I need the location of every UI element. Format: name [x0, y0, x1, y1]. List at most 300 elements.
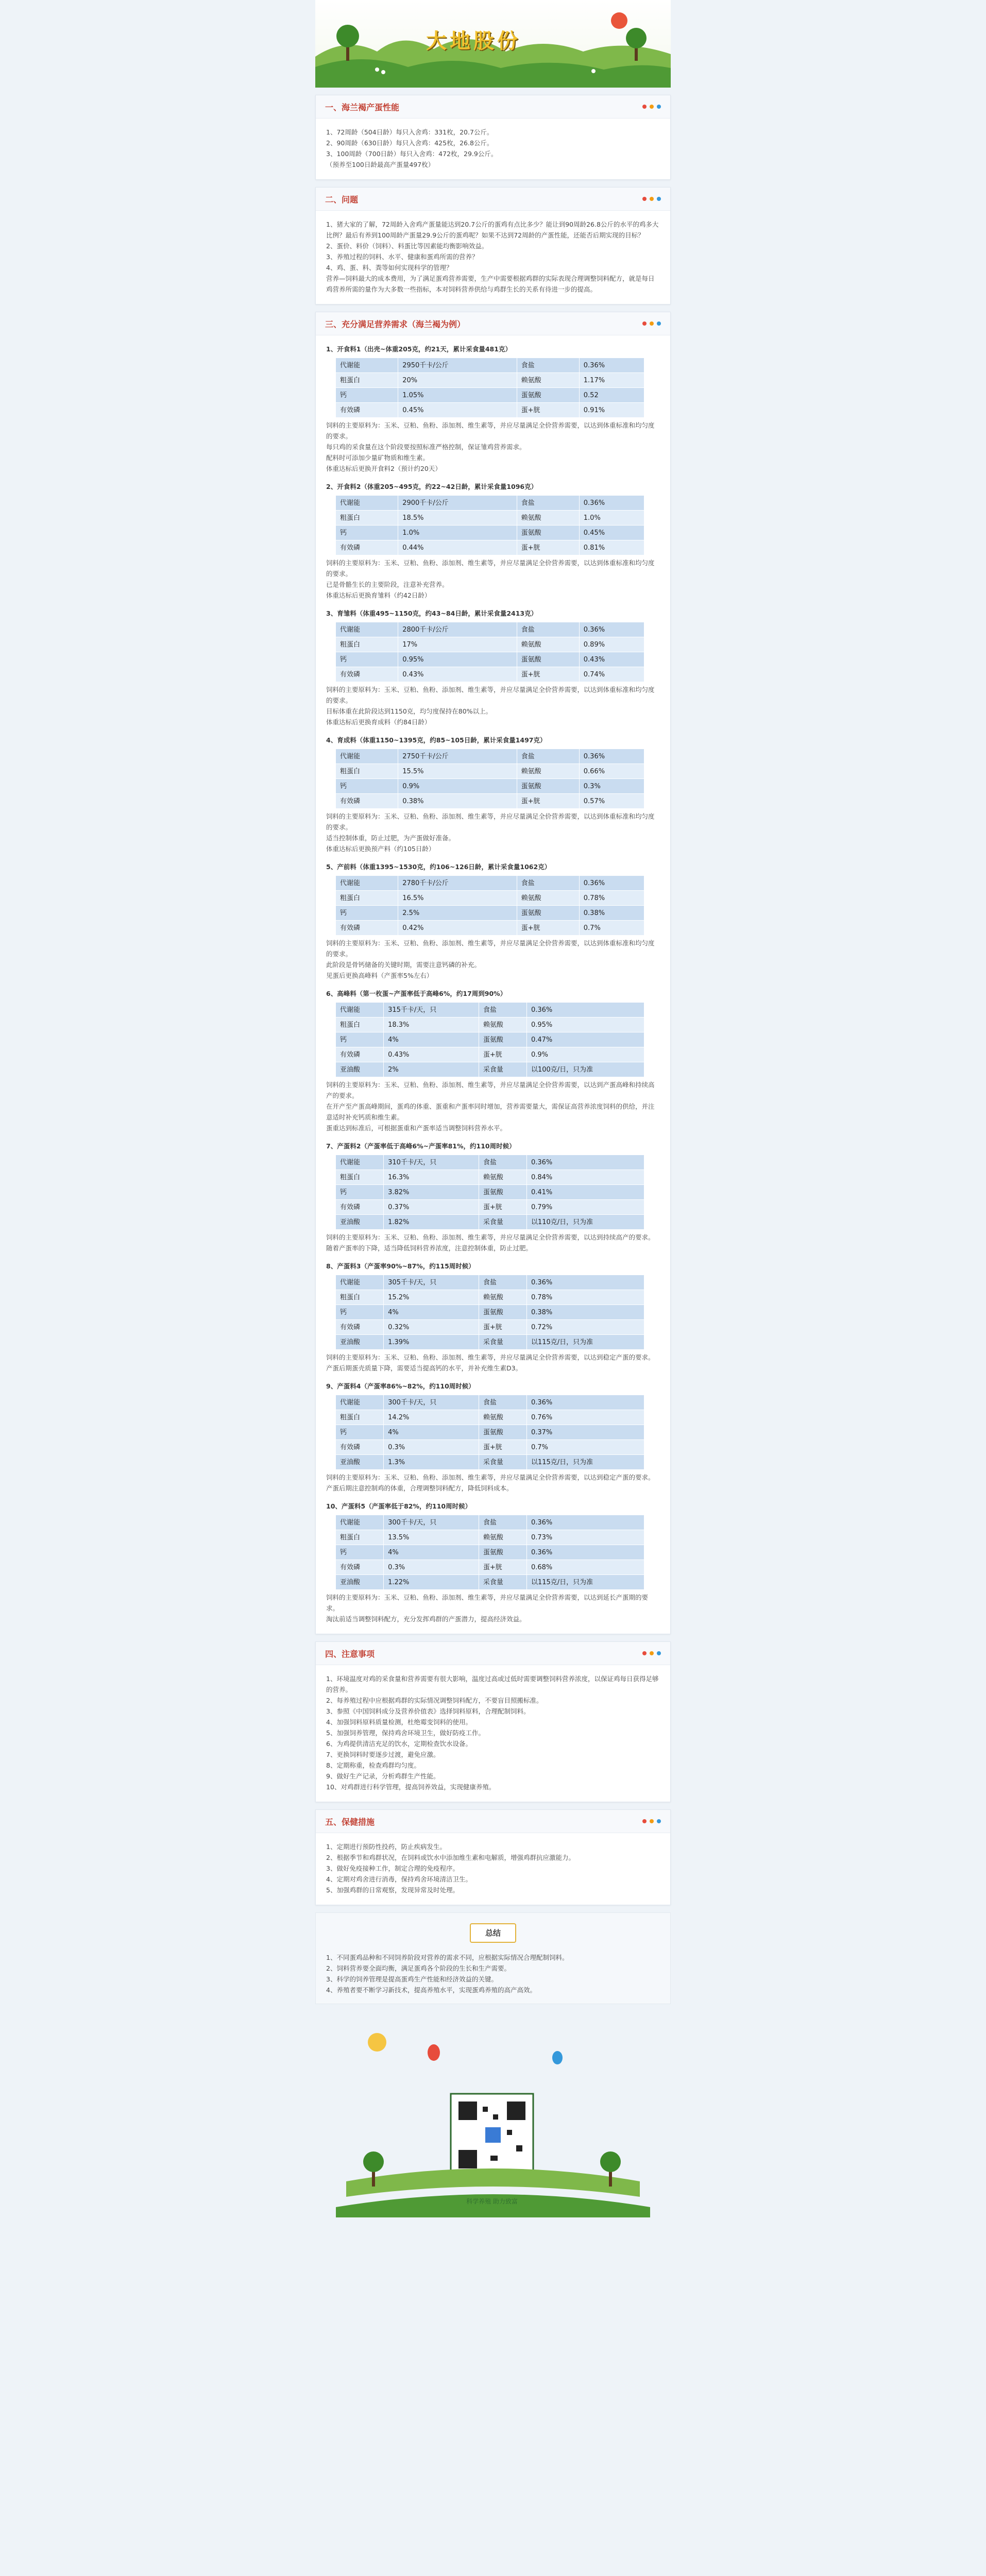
table-row — [336, 1560, 644, 1575]
table-cell: 食盐 — [517, 876, 579, 891]
table-row — [336, 1200, 644, 1215]
table-cell: 4% — [384, 1305, 479, 1320]
stage-note: 饲料的主要原料为：玉米、豆粕、鱼粉、添加剂、维生素等，并应尽量满足全价营养需要，以达到体重标准和均匀度的要求。 — [326, 686, 655, 704]
table-cell: 赖氨酸 — [517, 511, 579, 526]
table-cell: 采食量 — [479, 1575, 526, 1590]
table-cell: 0.84% — [526, 1170, 644, 1185]
table-row — [336, 622, 644, 637]
table-row — [336, 1003, 644, 1018]
table-row — [336, 1290, 644, 1305]
stage-note: 饲料的主要原料为：玉米、豆粕、鱼粉、添加剂、维生素等，并应尽量满足全价营养需要，以达到稳定产蛋的要求。 — [326, 1473, 655, 1481]
table-row — [336, 1425, 644, 1440]
section-dots — [642, 321, 661, 326]
paragraph: 3、养殖过程的饲料、水平、健康和蛋鸡所需的营养？ — [326, 253, 479, 261]
table-row — [336, 749, 644, 764]
stage-heading: 2、开食料2（体重205~495克，约22~42日龄，累计采食量1096克） — [326, 483, 538, 490]
table-cell: 1.39% — [384, 1335, 479, 1350]
stage-note: 目标体重在此阶段达到1150克，均匀度保持在80%以上。 — [326, 707, 492, 715]
table-cell: 代谢能 — [336, 358, 398, 373]
stage-note: 在开产至产蛋高峰期间，蛋鸡的体重、蛋重和产蛋率同时增加，营养需要量大，需保证高营养浓度饲料的供给，并注意适时补充钙质和维生素。 — [326, 1103, 655, 1121]
paragraph: 2、饲料营养要全面均衡，满足蛋鸡各个阶段的生长和生产需要。 — [326, 1964, 511, 1972]
balloon-icon — [552, 2051, 563, 2064]
section-title: 二、问题 — [325, 194, 359, 205]
table-cell: 0.43% — [579, 652, 644, 667]
section-dots — [642, 1651, 661, 1655]
table-cell: 有效磷 — [336, 403, 398, 418]
table-cell: 蛋+胱 — [517, 667, 579, 682]
table-cell: 2750千卡/公斤 — [398, 749, 517, 764]
table-cell: 赖氨酸 — [479, 1018, 526, 1032]
nutrition-table — [335, 1275, 644, 1350]
table-row — [336, 1062, 644, 1077]
table-cell: 有效磷 — [336, 1440, 384, 1455]
summary-label: 总结 — [470, 1923, 516, 1943]
table-cell: 0.3% — [384, 1440, 479, 1455]
table-cell: 代谢能 — [336, 1003, 384, 1018]
nutrition-table — [335, 1515, 644, 1590]
table-cell: 0.73% — [526, 1530, 644, 1545]
nutrition-table — [335, 622, 644, 682]
table-cell: 2.5% — [398, 906, 517, 921]
table-cell: 赖氨酸 — [517, 637, 579, 652]
table-row — [336, 1185, 644, 1200]
table-row — [336, 906, 644, 921]
table-cell: 0.74% — [579, 667, 644, 682]
section-body — [316, 211, 670, 304]
dot-icon — [657, 197, 661, 201]
table-cell: 代谢能 — [336, 876, 398, 891]
table-cell: 蛋+胱 — [517, 794, 579, 809]
dot-icon — [657, 1651, 661, 1655]
stage-note: 淘汰前适当调整饲料配方，充分发挥鸡群的产蛋潜力，提高经济效益。 — [326, 1615, 526, 1623]
table-row — [336, 1575, 644, 1590]
table-cell: 蛋氨酸 — [479, 1185, 526, 1200]
paragraph: 5、加强饲养管理，保持鸡舍环境卫生，做好防疫工作。 — [326, 1729, 485, 1737]
table-row — [336, 1455, 644, 1470]
table-cell: 食盐 — [479, 1515, 526, 1530]
section-header — [316, 312, 670, 335]
table-cell: 0.47% — [526, 1032, 644, 1047]
table-cell: 0.36% — [526, 1545, 644, 1560]
table-cell: 18.3% — [384, 1018, 479, 1032]
dot-icon — [642, 197, 647, 201]
section-title: 五、保健措施 — [325, 1817, 375, 1827]
table-row — [336, 667, 644, 682]
stage-heading: 4、育成料（体重1150~1395克，约85~105日龄，累计采食量1497克） — [326, 736, 547, 744]
footer-graphic — [315, 2011, 671, 2228]
table-cell: 亚油酸 — [336, 1455, 384, 1470]
table-cell: 305千卡/天，只 — [384, 1275, 479, 1290]
table-cell: 赖氨酸 — [479, 1530, 526, 1545]
banner-title: 大地股份 — [426, 29, 521, 53]
table-cell: 食盐 — [517, 749, 579, 764]
table-cell: 2% — [384, 1062, 479, 1077]
stage-note: 随着产蛋率的下降，适当降低饲料营养浓度，注意控制体重，防止过肥。 — [326, 1244, 533, 1252]
table-cell: 粗蛋白 — [336, 891, 398, 906]
table-cell: 钙 — [336, 1032, 384, 1047]
table-cell: 有效磷 — [336, 1200, 384, 1215]
stage-heading: 9、产蛋料4（产蛋率86%~82%，约110周时候） — [326, 1382, 475, 1390]
summary-body — [326, 1952, 660, 1995]
table-cell: 以115克/日，只为准 — [526, 1575, 644, 1590]
table-cell: 15.2% — [384, 1290, 479, 1305]
table-cell: 0.36% — [526, 1515, 644, 1530]
stage-note: 饲料的主要原料为：玉米、豆粕、鱼粉、添加剂、维生素等，并应尽量满足全价营养需要，以达到体重标准和均匀度的要求。 — [326, 421, 655, 440]
table-cell: 蛋+胱 — [479, 1200, 526, 1215]
table-cell: 0.38% — [398, 794, 517, 809]
header-banner — [315, 0, 671, 88]
table-cell: 0.57% — [579, 794, 644, 809]
table-cell: 0.89% — [579, 637, 644, 652]
table-cell: 代谢能 — [336, 1515, 384, 1530]
table-cell: 300千卡/天，只 — [384, 1395, 479, 1410]
dot-icon — [657, 321, 661, 326]
table-cell: 0.36% — [579, 358, 644, 373]
paragraph: 4、定期对鸡舍进行消毒，保持鸡舍环境清洁卫生。 — [326, 1875, 472, 1883]
stage-note: 已是骨骼生长的主要阶段，注意补充营养。 — [326, 581, 449, 588]
table-cell: 1.22% — [384, 1575, 479, 1590]
table-cell: 钙 — [336, 1545, 384, 1560]
summary-section — [315, 1912, 671, 2004]
table-cell: 蛋氨酸 — [479, 1545, 526, 1560]
table-cell: 蛋+胱 — [479, 1560, 526, 1575]
table-cell: 食盐 — [479, 1395, 526, 1410]
table-cell: 粗蛋白 — [336, 1530, 384, 1545]
table-cell: 2950千卡/公斤 — [398, 358, 517, 373]
stage-heading: 5、产前料（体重1395~1530克，约106~126日龄，累计采食量1062克） — [326, 863, 551, 871]
paragraph: 4、加强饲料原料质量检测，杜绝霉变饲料的使用。 — [326, 1718, 472, 1726]
dot-icon — [650, 197, 654, 201]
table-cell: 赖氨酸 — [517, 891, 579, 906]
table-cell: 蛋氨酸 — [517, 652, 579, 667]
footer-illustration — [315, 2011, 671, 2228]
table-cell: 0.78% — [526, 1290, 644, 1305]
table-cell: 以115克/日，只为准 — [526, 1335, 644, 1350]
stages-list — [316, 335, 670, 1634]
section-title: 三、充分满足营养需求（海兰褐为例） — [325, 319, 466, 329]
dot-icon — [642, 1651, 647, 1655]
table-cell: 蛋+胱 — [479, 1440, 526, 1455]
table-cell: 1.82% — [384, 1215, 479, 1230]
stage-note: 适当控制体重，防止过肥，为产蛋做好准备。 — [326, 834, 455, 842]
table-row — [336, 358, 644, 373]
table-row — [336, 526, 644, 540]
section-header — [316, 1810, 670, 1833]
page — [315, 0, 671, 2228]
table-cell: 0.45% — [398, 403, 517, 418]
table-row — [336, 496, 644, 511]
table-cell: 0.36% — [579, 876, 644, 891]
table-row — [336, 1215, 644, 1230]
paragraph: 2、蛋价、料价（饲料）、料蛋比等因素能均衡影响效益。 — [326, 242, 488, 250]
table-row — [336, 403, 644, 418]
table-row — [336, 876, 644, 891]
table-cell: 有效磷 — [336, 1560, 384, 1575]
table-cell: 蛋+胱 — [479, 1047, 526, 1062]
table-cell: 食盐 — [479, 1003, 526, 1018]
table-cell: 17% — [398, 637, 517, 652]
table-cell: 0.76% — [526, 1410, 644, 1425]
dot-icon — [657, 1819, 661, 1823]
table-cell: 食盐 — [517, 496, 579, 511]
table-cell: 0.43% — [384, 1047, 479, 1062]
table-cell: 粗蛋白 — [336, 511, 398, 526]
dot-icon — [642, 321, 647, 326]
table-cell: 310千卡/天，只 — [384, 1155, 479, 1170]
stage-note: 饲料的主要原料为：玉米、豆粕、鱼粉、添加剂、维生素等，并应尽量满足全价营养需要，以达到稳定产蛋的要求。 — [326, 1353, 655, 1361]
table-row — [336, 1515, 644, 1530]
table-cell: 有效磷 — [336, 794, 398, 809]
table-row — [336, 652, 644, 667]
stage-note: 体重达标后更换育成料（约84日龄） — [326, 718, 431, 726]
table-cell: 粗蛋白 — [336, 373, 398, 388]
table-cell: 0.42% — [398, 921, 517, 936]
table-cell: 粗蛋白 — [336, 637, 398, 652]
table-cell: 蛋氨酸 — [479, 1425, 526, 1440]
paragraph: 1、72周龄（504日龄）每只入舍鸡：331枚，20.7公斤。 — [326, 128, 494, 136]
paragraph: 3、做好免疫接种工作，制定合理的免疫程序。 — [326, 1865, 459, 1872]
table-cell: 蛋+胱 — [517, 403, 579, 418]
table-cell: 赖氨酸 — [479, 1170, 526, 1185]
table-cell: 蛋氨酸 — [479, 1305, 526, 1320]
table-cell: 食盐 — [479, 1275, 526, 1290]
table-cell: 粗蛋白 — [336, 1170, 384, 1185]
stage-heading: 10、产蛋料5（产蛋率低于82%，约110周时候） — [326, 1502, 472, 1510]
table-cell: 2780千卡/公斤 — [398, 876, 517, 891]
table-row — [336, 1032, 644, 1047]
table-row — [336, 1155, 644, 1170]
table-cell: 有效磷 — [336, 1047, 384, 1062]
table-cell: 0.36% — [526, 1275, 644, 1290]
table-row — [336, 1275, 644, 1290]
section-notes — [315, 1641, 671, 1802]
paragraph: 10、对鸡群进行科学管理，提高饲养效益，实现健康养殖。 — [326, 1783, 496, 1791]
section-header — [316, 1642, 670, 1665]
table-cell: 20% — [398, 373, 517, 388]
table-cell: 0.52 — [579, 388, 644, 403]
paragraph: 8、定期称重，检查鸡群均匀度。 — [326, 1761, 420, 1769]
paragraph: 2、90周龄（630日龄）每只入舍鸡：425枚，26.8公斤。 — [326, 139, 494, 147]
table-cell: 赖氨酸 — [479, 1410, 526, 1425]
table-cell: 亚油酸 — [336, 1575, 384, 1590]
table-cell: 0.3% — [384, 1560, 479, 1575]
table-cell: 有效磷 — [336, 1320, 384, 1335]
table-cell: 采食量 — [479, 1215, 526, 1230]
table-cell: 0.36% — [579, 622, 644, 637]
nutrition-table — [335, 1155, 644, 1230]
table-row — [336, 637, 644, 652]
table-row — [336, 1410, 644, 1425]
table-row — [336, 1440, 644, 1455]
table-cell: 蛋+胱 — [517, 921, 579, 936]
table-row — [336, 794, 644, 809]
paragraph: （预养至100日龄最高产蛋量497枚） — [326, 161, 435, 168]
table-cell: 钙 — [336, 526, 398, 540]
table-cell: 4% — [384, 1425, 479, 1440]
section-dots — [642, 105, 661, 109]
paragraph: 9、做好生产记录，分析鸡群生产性能。 — [326, 1772, 440, 1780]
stage-note: 体重达标后更换育雏料（约42日龄） — [326, 591, 431, 599]
table-row — [336, 1335, 644, 1350]
table-cell: 粗蛋白 — [336, 1410, 384, 1425]
section-header — [316, 95, 670, 118]
table-cell: 0.44% — [398, 540, 517, 555]
stage-heading: 1、开食料1（出壳~体重205克，约21天，累计采食量481克） — [326, 345, 512, 353]
table-cell: 3.82% — [384, 1185, 479, 1200]
stage-note: 饲料的主要原料为：玉米、豆粕、鱼粉、添加剂、维生素等，并应尽量满足全价营养需要，以达到产蛋高峰和持续高产的要求。 — [326, 1081, 655, 1099]
table-cell: 4% — [384, 1032, 479, 1047]
stage-note: 饲料的主要原料为：玉米、豆粕、鱼粉、添加剂、维生素等，并应尽量满足全价营养需要，以达到体重标准和均匀度的要求。 — [326, 812, 655, 831]
table-cell: 采食量 — [479, 1062, 526, 1077]
table-cell: 食盐 — [517, 622, 579, 637]
dot-icon — [657, 105, 661, 109]
table-cell: 蛋+胱 — [479, 1320, 526, 1335]
table-cell: 蛋氨酸 — [517, 906, 579, 921]
table-row — [336, 921, 644, 936]
paragraph: 5、加强鸡群的日常观察，发现异常及时处理。 — [326, 1886, 459, 1894]
table-cell: 蛋氨酸 — [517, 388, 579, 403]
table-cell: 0.41% — [526, 1185, 644, 1200]
table-cell: 0.9% — [526, 1047, 644, 1062]
section-body — [316, 118, 670, 179]
table-cell: 代谢能 — [336, 1155, 384, 1170]
section-dots — [642, 197, 661, 201]
sun-icon — [611, 12, 627, 29]
table-cell: 18.5% — [398, 511, 517, 526]
table-row — [336, 1305, 644, 1320]
table-cell: 0.9% — [398, 779, 517, 794]
paragraph: 4、鸡、蛋、料、粪等如何实现科学的管理？ — [326, 264, 453, 272]
stage-note: 饲料的主要原料为：玉米、豆粕、鱼粉、添加剂、维生素等，并应尽量满足全价营养需要，以达到持续高产的要求。 — [326, 1233, 655, 1241]
table-cell: 有效磷 — [336, 921, 398, 936]
table-cell: 0.95% — [526, 1018, 644, 1032]
stage-note: 饲料的主要原料为：玉米、豆粕、鱼粉、添加剂、维生素等，并应尽量满足全价营养需要，以达到延长产蛋期的要求。 — [326, 1594, 649, 1612]
dot-icon — [650, 321, 654, 326]
table-row — [336, 388, 644, 403]
table-row — [336, 1395, 644, 1410]
table-cell: 0.32% — [384, 1320, 479, 1335]
stage-heading: 7、产蛋料2（产蛋率低于高峰6%~产蛋率81%，约110周时候） — [326, 1142, 516, 1150]
table-cell: 代谢能 — [336, 496, 398, 511]
nutrition-table — [335, 749, 644, 809]
table-cell: 0.66% — [579, 764, 644, 779]
stage-note: 产蛋后期蛋壳质量下降，需要适当提高钙的水平，并补充维生素D3。 — [326, 1364, 522, 1372]
table-cell: 14.2% — [384, 1410, 479, 1425]
section-healthcare — [315, 1809, 671, 1905]
table-cell: 有效磷 — [336, 667, 398, 682]
table-cell: 0.45% — [579, 526, 644, 540]
section-nutrition — [315, 312, 671, 1634]
table-cell: 钙 — [336, 779, 398, 794]
paragraph: 7、更换饲料时要逐步过渡，避免应激。 — [326, 1751, 440, 1758]
table-cell: 粗蛋白 — [336, 1018, 384, 1032]
table-cell: 蛋氨酸 — [479, 1032, 526, 1047]
table-cell: 0.38% — [579, 906, 644, 921]
stage-note: 产蛋后期注意控制鸡的体重，合理调整饲料配方，降低饲料成本。 — [326, 1484, 513, 1492]
table-row — [336, 1545, 644, 1560]
table-cell: 亚油酸 — [336, 1215, 384, 1230]
section-performance — [315, 95, 671, 180]
table-cell: 采食量 — [479, 1455, 526, 1470]
stage-note: 饲料的主要原料为：玉米、豆粕、鱼粉、添加剂、维生素等，并应尽量满足全价营养需要，以达到体重标准和均匀度的要求。 — [326, 939, 655, 958]
table-row — [336, 1530, 644, 1545]
paragraph: 2、每养殖过程中应根据鸡群的实际情况调整饲料配方，不要盲目照搬标准。 — [326, 1697, 543, 1704]
sun-icon — [368, 2033, 386, 2052]
table-row — [336, 764, 644, 779]
section-questions — [315, 187, 671, 304]
paragraph: 4、养殖者要不断学习新技术，提高养殖水平，实现蛋鸡养殖的高产高效。 — [326, 1986, 536, 1994]
stage-note: 饲料的主要原料为：玉米、豆粕、鱼粉、添加剂、维生素等，并应尽量满足全价营养需要，以达到体重标准和均匀度的要求。 — [326, 559, 655, 578]
table-row — [336, 891, 644, 906]
paragraph: 1、猪大家的了解，72周龄入舍鸡产蛋量能达到20.7公斤的蛋鸡有点比多少？能让到90周龄26.8公斤的水平的鸡多大比例？最后有养到100周龄产蛋量29.9公斤的蛋鸡呢？如果不达到72周龄的产蛋性能，还能否后期实现的目标？ — [326, 221, 659, 239]
table-row — [336, 373, 644, 388]
paragraph: 1、定期进行预防性投药，防止疾病发生。 — [326, 1843, 446, 1851]
section-title: 一、海兰褐产蛋性能 — [325, 102, 400, 112]
table-cell: 315千卡/天，只 — [384, 1003, 479, 1018]
table-cell: 0.37% — [526, 1425, 644, 1440]
table-cell: 0.7% — [526, 1440, 644, 1455]
table-cell: 0.36% — [526, 1155, 644, 1170]
table-cell: 采食量 — [479, 1335, 526, 1350]
paragraph: 3、参照《中国饲料成分及营养价值表》选择饲料原料，合理配制饲料。 — [326, 1707, 530, 1715]
paragraph: 3、100周龄（700日龄）每只入舍鸡：472枚，29.9公斤。 — [326, 150, 498, 158]
dot-icon — [650, 1819, 654, 1823]
table-row — [336, 511, 644, 526]
table-cell: 赖氨酸 — [517, 373, 579, 388]
table-cell: 赖氨酸 — [517, 764, 579, 779]
section-body — [316, 1833, 670, 1905]
table-cell: 以110克/日，只为准 — [526, 1215, 644, 1230]
table-cell: 0.78% — [579, 891, 644, 906]
dot-icon — [642, 1819, 647, 1823]
table-cell: 代谢能 — [336, 749, 398, 764]
table-cell: 0.72% — [526, 1320, 644, 1335]
paragraph: 营养—饲料最大的成本费用，为了满足蛋鸡营养需要，生产中需要根据鸡群的实际表现合理调整饲料配方，就是每日鸡营养所需的量作为大多数一些指标，本对饲料营养供给与鸡群生长的关系有待进一步的提高。 — [326, 275, 655, 293]
dot-icon — [642, 105, 647, 109]
table-cell: 0.38% — [526, 1305, 644, 1320]
table-cell: 15.5% — [398, 764, 517, 779]
table-cell: 2900千卡/公斤 — [398, 496, 517, 511]
table-cell: 1.0% — [398, 526, 517, 540]
table-row — [336, 1018, 644, 1032]
table-cell: 300千卡/天，只 — [384, 1515, 479, 1530]
table-cell: 钙 — [336, 652, 398, 667]
section-body — [316, 1665, 670, 1802]
table-cell: 蛋氨酸 — [517, 526, 579, 540]
stage-note: 体重达标后更换开食料2（预计约20天） — [326, 465, 441, 472]
table-cell: 0.79% — [526, 1200, 644, 1215]
table-cell: 以115克/日，只为准 — [526, 1455, 644, 1470]
stage-heading: 3、育雏料（体重495~1150克，约43~84日龄，累计采食量2413克） — [326, 609, 538, 617]
table-cell: 0.3% — [579, 779, 644, 794]
table-row — [336, 779, 644, 794]
table-cell: 钙 — [336, 1425, 384, 1440]
table-cell: 钙 — [336, 1185, 384, 1200]
table-cell: 有效磷 — [336, 540, 398, 555]
paragraph: 1、环境温度对鸡的采食量和营养需要有很大影响，温度过高或过低时需要调整饲料营养浓度，以保证鸡每日获得足够的营养。 — [326, 1675, 659, 1693]
stage-note: 见蛋后更换高峰料（产蛋率5%左右） — [326, 972, 433, 979]
table-cell: 代谢能 — [336, 622, 398, 637]
stage-heading: 8、产蛋料3（产蛋率90%~87%，约115周时候） — [326, 1262, 475, 1270]
section-dots — [642, 1819, 661, 1823]
table-cell: 1.17% — [579, 373, 644, 388]
nutrition-table — [335, 358, 644, 418]
table-row — [336, 540, 644, 555]
dot-icon — [650, 105, 654, 109]
table-cell: 0.36% — [526, 1003, 644, 1018]
table-cell: 1.0% — [579, 511, 644, 526]
table-cell: 0.43% — [398, 667, 517, 682]
